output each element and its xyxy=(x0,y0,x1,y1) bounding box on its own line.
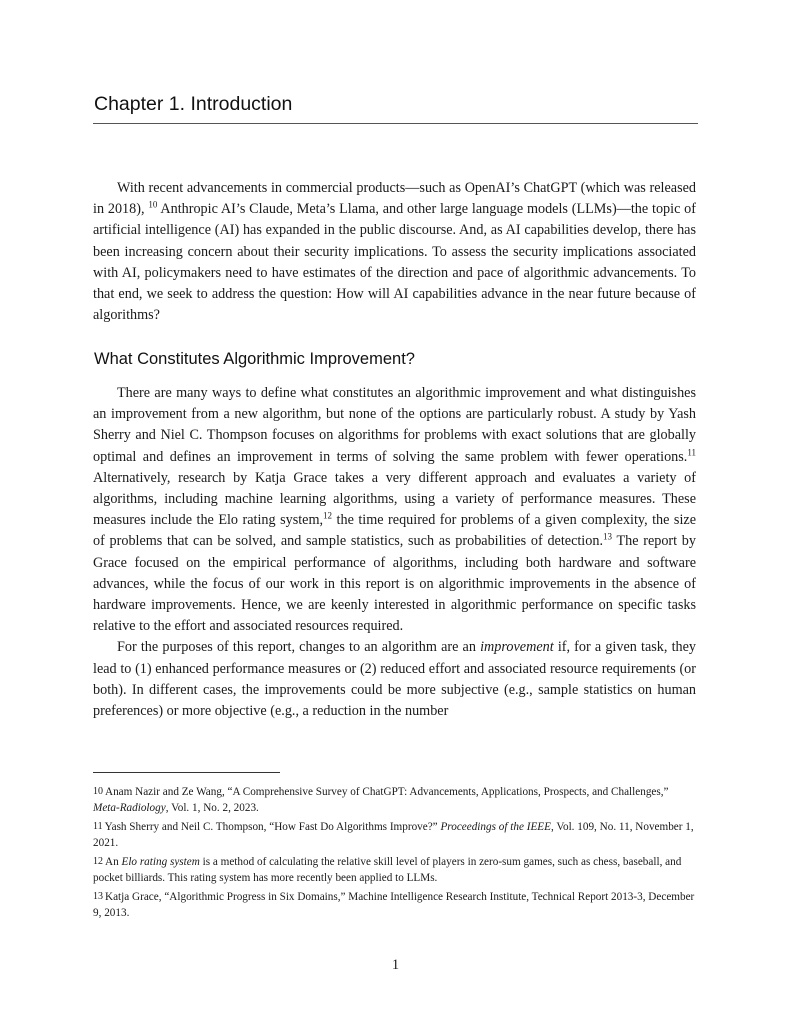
section-p1-text-d: The report by Grace focused on the empirical performance of algorithms, including both hardware and software advances, while the focus of our work in this report is on algorithmic improvements in the absence of hardware improvements. Hence, we are keenly interested in algorithmic performance on specific tasks relative to the effort and associated resources required. xyxy=(93,533,696,635)
footnote-text: , Vol. 1, No. 2, 2023. xyxy=(165,801,259,814)
footnote-title: Meta-Radiology xyxy=(93,801,166,814)
footnote-ref-11[interactable]: 11 xyxy=(687,446,696,457)
footnote-number: 13 xyxy=(93,891,103,902)
section-p1-text-b: Alternatively, research by Katja Grace takes a very different approach and evaluates a variety of algorithms, including machine learning algorithms, using a variety of performance measures. These measures include the Elo rating system, xyxy=(93,469,696,529)
footnote-number: 10 xyxy=(93,786,103,797)
section-p2-text-b: if, for a given task, they lead to (1) enhanced performance measures or (2) reduced effort and associated resource requirements (or both). In different cases, the improvements could be more subjective (e.g., sample statistics on human preferences) or more objective (e.g., a reduction in the number xyxy=(93,639,696,720)
footnote-title: Proceedings of the IEEE xyxy=(440,821,551,833)
section-paragraph-1 xyxy=(93,383,696,637)
title-divider xyxy=(93,123,698,124)
footnote-text: Yash Sherry and Neil C. Thompson, “How Fast Do Algorithms Improve?” xyxy=(104,821,441,833)
footnote-text: Anam Nazir and Ze Wang, “A Comprehensive Survey of ChatGPT: Advancements, Applications, Prospects, and Challenges,” xyxy=(105,786,669,798)
section-p1-text-a: There are many ways to define what constitutes an algorithmic improvement and what distinguishes an improvement from a new algorithm, but none of the options are particularly robust. A study by Yash Sherry and Niel C. Thompson focuses on algorithms for problems with exact solutions that are globally optimal and defines an improvement in terms of solving the same problem with fewer operations. xyxy=(93,385,696,465)
footnote-ref-13[interactable]: 13 xyxy=(603,531,612,542)
footnote-number: 12 xyxy=(93,856,103,867)
footnote-11 xyxy=(93,820,696,851)
footnote-12 xyxy=(93,855,696,886)
section-p2-emphasis: improvement xyxy=(480,639,554,656)
footnote-ref-12[interactable]: 12 xyxy=(323,510,333,521)
footnote-text: Katja Grace, “Algorithmic Progress in Six Domains,” Machine Intelligence Research Institute, Technical Report 2013-3, December 9, 2013. xyxy=(93,891,695,919)
footnote-number: 11 xyxy=(93,821,103,832)
intro-text-2: Anthropic AI’s Claude, Meta’s Llama, and other large language models (LLMs)—the topic of artificial intelligence (AI) has expanded in the public discourse. And, as AI capabilities develop, there has been increasing concern about their security implications. To assess the security implications associated with AI, policymakers need to have estimates of the direction and pace of algorithmic advancements. To that end, we seek to address the question: How will AI capabilities advance in the near future because of algorithms? xyxy=(93,201,697,324)
section-body xyxy=(93,383,696,722)
footnote-term: Elo rating system xyxy=(121,856,200,868)
section-p2-text-a: For the purposes of this report, changes to an algorithm are an xyxy=(117,639,481,656)
footnote-13 xyxy=(93,890,696,921)
intro-text-1: With recent advancements in commercial products—such as OpenAI’s ChatGPT (which was released in 2018), xyxy=(93,180,696,218)
footnote-ref-10[interactable]: 10 xyxy=(148,199,158,210)
footnote-text: , Vol. 109, No. 11, November 1, 2021. xyxy=(93,821,694,849)
intro-paragraph xyxy=(93,178,696,326)
footnote-divider xyxy=(93,772,280,773)
section-paragraph-2 xyxy=(93,637,696,722)
section-p1-text-c: the time required for problems of a given complexity, the size of problems that can be solved, and sample statistics, such as probabilities of detection. xyxy=(93,512,696,550)
footnote-10 xyxy=(93,785,696,816)
chapter-title: Chapter 1. Introduction xyxy=(94,93,293,115)
intro-section xyxy=(93,178,696,326)
footnotes xyxy=(93,785,696,925)
section-heading: What Constitutes Algorithmic Improvement? xyxy=(94,350,415,368)
footnote-text: is a method of calculating the relative skill level of players in zero-sum games, such as chess, baseball, and pocket billiards. This rating system has more recently been applied to LLMs. xyxy=(93,856,682,884)
footnote-text: An xyxy=(105,856,122,868)
page-number: 1 xyxy=(391,957,400,973)
